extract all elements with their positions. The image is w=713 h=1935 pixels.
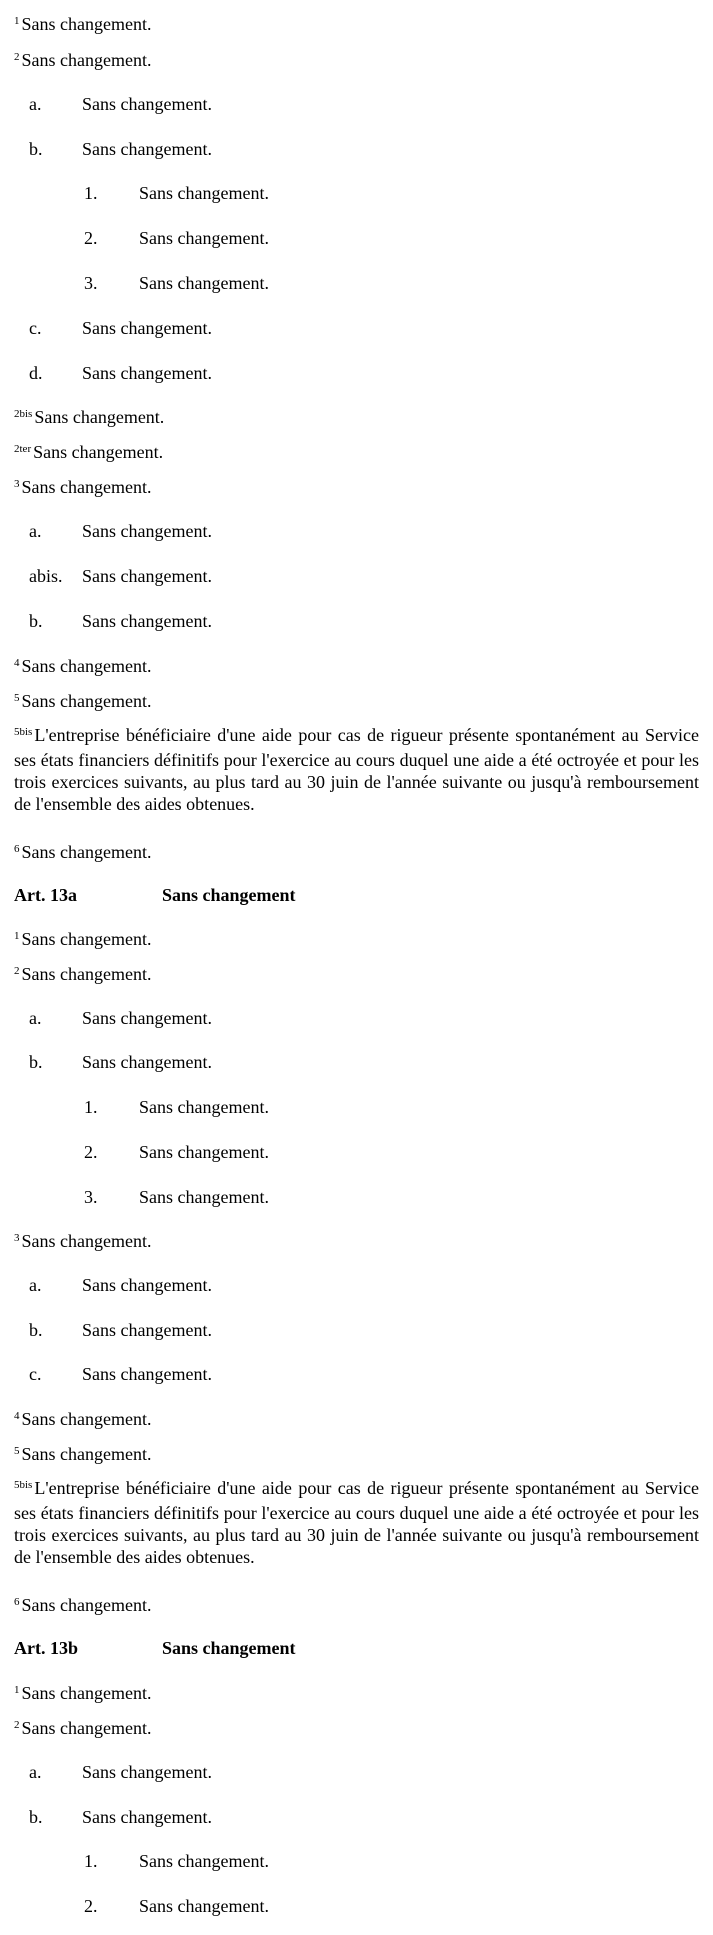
paragraph-5bis: $^{5bis}$ L'entreprise bénéficiaire d'une aide pour cas de rigueur présente spontanément au Service ses états financiers définitifs pour l'exercice au cours duquel une aide a été octroyée et pour les trois exercices suivants, au plus tard au 30 juin de l'année suivante ou jusqu'à remboursement de l'ensemble des aides obtenues. [14, 725, 699, 814]
article-title: Sans changement [162, 885, 296, 905]
article-label: Art. 13b [14, 1638, 78, 1658]
paragraph-2: $^2$ Sans changement. [14, 50, 152, 70]
article-label: Art. 13a [14, 885, 77, 905]
paragraph-2ter: $^{2ter}$ Sans changement. [14, 442, 164, 462]
paragraph-2: $^2$ Sans changement. [14, 964, 152, 984]
paragraph-5: $^5$ Sans changement. [14, 691, 152, 711]
paragraph-2bis: $^{2bis}$ Sans changement. [14, 407, 165, 427]
paragraph-6: $^6$ Sans changement. [14, 1595, 152, 1615]
paragraph-1: $^1$ Sans changement. [14, 1683, 152, 1703]
article-heading-13a [14, 884, 296, 906]
paragraph-1: $^1$ Sans changement. [14, 14, 152, 34]
paragraph-6: $^6$ Sans changement. [14, 842, 152, 862]
article-title: Sans changement [162, 1638, 296, 1658]
paragraph-1: $^1$ Sans changement. [14, 929, 152, 949]
paragraph-2: $^2$ Sans changement. [14, 1718, 152, 1738]
paragraph-3: $^3$ Sans changement. [14, 477, 152, 497]
paragraph-4: $^4$ Sans changement. [14, 1409, 152, 1429]
paragraph-5bis: $^{5bis}$ L'entreprise bénéficiaire d'une aide pour cas de rigueur présente spontanément au Service ses états financiers définitifs pour l'exercice au cours duquel une aide a été octroyée et pour les trois exercices suivants, au plus tard au 30 juin de l'année suivante ou jusqu'à remboursement de l'ensemble des aides obtenues. [14, 1478, 699, 1567]
article-heading-13b [14, 1637, 296, 1659]
paragraph-3: $^3$ Sans changement. [14, 1231, 152, 1251]
paragraph-5: $^5$ Sans changement. [14, 1444, 152, 1464]
paragraph-4: $^4$ Sans changement. [14, 656, 152, 676]
